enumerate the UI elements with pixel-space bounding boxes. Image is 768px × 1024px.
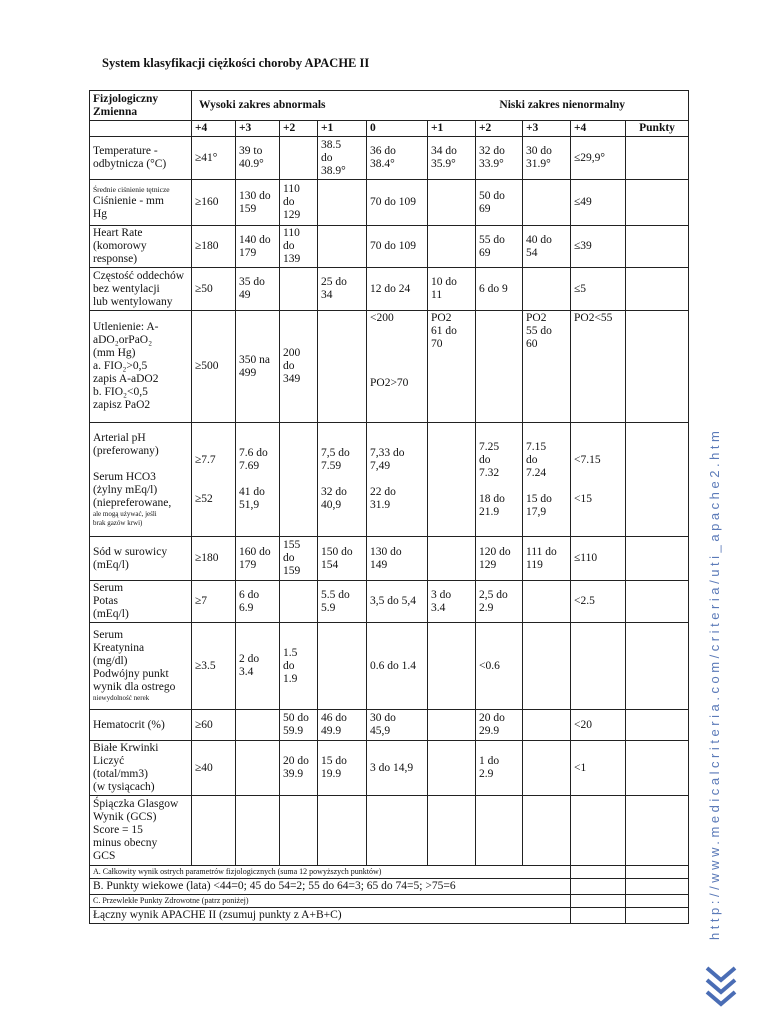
score-cell xyxy=(428,623,476,710)
row-label-line: zapis A-aDO2 xyxy=(93,373,159,385)
footer-b-points xyxy=(626,879,689,895)
score-cell: 200 do 349 xyxy=(280,311,318,423)
points-cell xyxy=(626,710,689,741)
footer-row-b xyxy=(90,879,689,895)
score-cell: 1 do 2.9 xyxy=(476,741,523,796)
score-cell: 6 do 6.9 xyxy=(236,581,280,623)
score-cell xyxy=(280,796,318,866)
score-cell: ≥180 xyxy=(192,537,236,581)
score-cell: <20 xyxy=(571,710,626,741)
points-cell xyxy=(626,226,689,268)
score-cell: ≤49 xyxy=(571,180,626,226)
points-column-header: Punkty xyxy=(626,121,689,137)
row-label-line: Wynik (GCS) xyxy=(93,811,157,823)
row-label-line: odbytnicza (°C) xyxy=(93,158,167,170)
score-cell: ≥40 xyxy=(192,741,236,796)
points-cell xyxy=(626,137,689,180)
score-cell: 70 do 109 xyxy=(367,226,428,268)
score-cell: 155 do 159 xyxy=(280,537,318,581)
row-hematocrit xyxy=(90,710,689,741)
score-cell xyxy=(428,796,476,866)
score-cell xyxy=(318,226,367,268)
row-mean-arterial-pressure xyxy=(90,180,689,226)
row-serum-potassium xyxy=(90,581,689,623)
points-cell xyxy=(626,623,689,710)
footer-row-a xyxy=(90,866,689,879)
footer-b-label: B. Punkty wiekowe (lata) <44=0; 45 do 54=2; 55 do 64=3; 65 do 74=5; >75=6 xyxy=(90,879,571,895)
row-label-line: Średnie ciśnienie tętnicze xyxy=(93,184,170,194)
footer-a-label: A. Całkowity wynik ostrych parametrów fizjologicznych (suma 12 powyższych punktów) xyxy=(90,866,571,879)
score-cell: 130 do 149 xyxy=(367,537,428,581)
score-cell: ≥60 xyxy=(192,710,236,741)
variable-header-line2: Zmienna xyxy=(93,105,138,118)
score-cell xyxy=(571,623,626,710)
score-cell: 2,5 do 2.9 xyxy=(476,581,523,623)
points-header-cell: 0 xyxy=(367,121,428,137)
row-label-line: Ciśnienie - mm xyxy=(93,194,164,207)
score-cell: 20 do 39.9 xyxy=(280,741,318,796)
row-label-line: Białe Krwinki xyxy=(93,742,159,754)
score-cell xyxy=(280,423,318,537)
score-cell: ≥7 xyxy=(192,581,236,623)
row-label-line: Kreatynina xyxy=(93,642,145,654)
points-header-empty xyxy=(90,121,192,137)
row-label-line: Hematocrit (%) xyxy=(93,718,165,731)
score-cell: 5.5 do 5.9 xyxy=(318,581,367,623)
row-label-line: Częstość oddechów xyxy=(93,269,185,282)
footer-row-total xyxy=(90,908,689,924)
score-cell: 7,5 do 7.59 32 do 40,9 xyxy=(318,423,367,537)
row-label xyxy=(90,180,192,226)
row-label-line: Serum xyxy=(93,629,124,641)
score-cell: 30 do 31.9° xyxy=(523,137,571,180)
row-label-line: minus obecny xyxy=(93,837,158,849)
score-cell xyxy=(523,623,571,710)
score-cell: 130 do 159 xyxy=(236,180,280,226)
score-cell xyxy=(476,311,523,423)
row-white-blood-count xyxy=(90,741,689,796)
footer-total-label: Łączny wynik APACHE II (zsumuj punkty z A+B+C) xyxy=(90,908,571,924)
score-cell: 110 do 139 xyxy=(280,226,318,268)
points-header-cell: +1 xyxy=(428,121,476,137)
score-cell xyxy=(280,268,318,311)
score-cell: 40 do 54 xyxy=(523,226,571,268)
score-cell xyxy=(476,796,523,866)
chevron-down-icon[interactable] xyxy=(704,964,738,1012)
score-cell xyxy=(236,741,280,796)
score-cell xyxy=(318,796,367,866)
row-label-line: Śpiączka Glasgow xyxy=(93,798,179,810)
points-header-cell: +4 xyxy=(192,121,236,137)
score-cell xyxy=(523,268,571,311)
points-cell xyxy=(626,268,689,311)
points-header-cell: +3 xyxy=(523,121,571,137)
footer-c-label: C. Przewlekłe Punkty Zdrowotne (patrz poniżej) xyxy=(90,895,571,908)
row-label-line: Podwójny punkt xyxy=(93,668,169,680)
side-url[interactable] xyxy=(705,424,727,944)
score-cell xyxy=(428,180,476,226)
score-cell: 7.25 do 7.32 18 do 21.9 xyxy=(476,423,523,537)
score-cell xyxy=(523,581,571,623)
row-label-line: ale mogą używać, jeśli xyxy=(93,509,157,518)
points-header-cell: +2 xyxy=(280,121,318,137)
row-label-line: brak gazów krwi) xyxy=(93,518,143,527)
points-header-row xyxy=(90,121,689,137)
row-label xyxy=(90,710,192,741)
score-cell xyxy=(571,796,626,866)
score-cell: 6 do 9 xyxy=(476,268,523,311)
high-range-label: Wysoki zakres abnormals xyxy=(199,99,326,111)
score-cell xyxy=(367,796,428,866)
score-cell: 150 do 154 xyxy=(318,537,367,581)
points-header-cell: +4 xyxy=(571,121,626,137)
row-glasgow-coma-score xyxy=(90,796,689,866)
score-cell: 160 do 179 xyxy=(236,537,280,581)
row-label-line: Arterial pH xyxy=(93,431,146,444)
score-cell xyxy=(318,180,367,226)
row-label-line: GCS xyxy=(93,850,116,862)
score-cell: <0.6 xyxy=(476,623,523,710)
score-cell: 35 do 49 xyxy=(236,268,280,311)
score-cell: PO2<55 xyxy=(571,311,626,423)
row-label-line: zapisz PaO2 xyxy=(93,399,151,411)
row-serum-sodium xyxy=(90,537,689,581)
score-cell: 10 do 11 xyxy=(428,268,476,311)
row-heart-rate xyxy=(90,226,689,268)
row-label-line: (total/mm3) xyxy=(93,768,148,780)
score-cell xyxy=(318,311,367,423)
row-label-line: Temperature - xyxy=(93,145,158,157)
score-cell: 7.15 do 7.24 15 do 17,9 xyxy=(523,423,571,537)
row-label-line: (w tysiącach) xyxy=(93,781,155,793)
score-cell xyxy=(523,741,571,796)
score-cell xyxy=(318,623,367,710)
score-cell xyxy=(428,226,476,268)
score-cell: ≥500 xyxy=(192,311,236,423)
score-cell: ≤29,9° xyxy=(571,137,626,180)
row-oxygenation xyxy=(90,311,689,423)
row-label-line: (niepreferowane, xyxy=(93,496,172,509)
row-label-line: Heart Rate xyxy=(93,227,143,239)
score-cell: 1.5 do 1.9 xyxy=(280,623,318,710)
header-row xyxy=(90,91,689,121)
footer-row-c xyxy=(90,895,689,908)
score-cell: PO2 61 do 70 xyxy=(428,311,476,423)
row-label-line: (mm Hg) xyxy=(93,347,136,359)
row-label xyxy=(90,311,192,423)
footer-total-blank xyxy=(571,908,626,924)
row-label-line: (komorowy xyxy=(93,240,147,252)
row-serum-creatinine xyxy=(90,623,689,710)
score-cell: 3 do 14,9 xyxy=(367,741,428,796)
score-cell xyxy=(428,423,476,537)
row-label-line: Liczyć xyxy=(93,755,125,767)
score-cell: ≥41° xyxy=(192,137,236,180)
score-cell: ≥180 xyxy=(192,226,236,268)
score-cell: 350 na 499 xyxy=(236,311,280,423)
row-label xyxy=(90,537,192,581)
score-cell: 7,33 do 7,49 22 do 31.9 xyxy=(367,423,428,537)
row-label-line: Serum xyxy=(93,582,124,594)
score-cell: 140 do 179 xyxy=(236,226,280,268)
points-header-cell: +1 xyxy=(318,121,367,137)
footer-total-points xyxy=(626,908,689,924)
score-cell: 3 do 3.4 xyxy=(428,581,476,623)
row-label-line: response) xyxy=(93,253,138,265)
score-cell: 20 do 29.9 xyxy=(476,710,523,741)
row-label-line xyxy=(93,458,188,471)
score-cell: 110 do 129 xyxy=(280,180,318,226)
row-label-line: Serum HCO3 xyxy=(93,470,156,483)
score-cell: 38.5 do 38.9° xyxy=(318,137,367,180)
row-label xyxy=(90,741,192,796)
row-label-line: niewydolność nerek xyxy=(93,694,150,702)
variable-header xyxy=(90,91,192,121)
row-label xyxy=(90,796,192,866)
row-label xyxy=(90,137,192,180)
score-cell xyxy=(428,741,476,796)
document-title: System klasyfikacji ciężkości choroby APACHE II xyxy=(102,56,370,70)
score-cell: 30 do 45,9 xyxy=(367,710,428,741)
score-cell: 46 do 49.9 xyxy=(318,710,367,741)
score-cell: 111 do 119 xyxy=(523,537,571,581)
score-cell xyxy=(523,710,571,741)
points-cell xyxy=(626,311,689,423)
score-cell xyxy=(236,796,280,866)
row-label-line: a. FIO₂>0,5 xyxy=(93,360,148,372)
row-label xyxy=(90,623,192,710)
footer-c-points xyxy=(626,895,689,908)
points-cell xyxy=(626,537,689,581)
score-cell: ≥50 xyxy=(192,268,236,311)
score-cell: 15 do 19.9 xyxy=(318,741,367,796)
footer-a-blank xyxy=(571,866,626,879)
score-cell: ≤110 xyxy=(571,537,626,581)
row-label-line: lub wentylowany xyxy=(93,295,173,308)
score-cell xyxy=(280,581,318,623)
points-cell xyxy=(626,741,689,796)
score-cell: 70 do 109 xyxy=(367,180,428,226)
row-arterial-ph xyxy=(90,423,689,537)
score-cell: 50 do 59.9 xyxy=(280,710,318,741)
row-label-line: wynik dla ostrego xyxy=(93,681,176,693)
row-label-line: bez wentylacji xyxy=(93,282,160,295)
score-cell: 3,5 do 5,4 xyxy=(367,581,428,623)
score-cell: 7.6 do 7.69 41 do 51,9 xyxy=(236,423,280,537)
score-cell: 120 do 129 xyxy=(476,537,523,581)
score-cell: 55 do 69 xyxy=(476,226,523,268)
score-cell xyxy=(192,796,236,866)
row-label-line: (mEq/l) xyxy=(93,558,129,571)
score-cell: ≥3.5 xyxy=(192,623,236,710)
score-cell: <1 xyxy=(571,741,626,796)
row-label-line: Sód w surowicy xyxy=(93,545,168,558)
score-cell: <2.5 xyxy=(571,581,626,623)
footer-a-points xyxy=(626,866,689,879)
footer-c-blank xyxy=(571,895,626,908)
score-cell: ≤5 xyxy=(571,268,626,311)
row-label-line: (mEq/l) xyxy=(93,608,129,620)
row-label-line: (mg/dl) xyxy=(93,655,128,667)
score-cell: 50 do 69 xyxy=(476,180,523,226)
row-label xyxy=(90,268,192,311)
low-range-label: Niski zakres nienormalny xyxy=(499,99,626,111)
row-label-line: (żylny mEq/l) xyxy=(93,483,158,496)
points-cell xyxy=(626,180,689,226)
points-cell xyxy=(626,423,689,537)
score-cell: 32 do 33.9° xyxy=(476,137,523,180)
row-respiratory-rate xyxy=(90,268,689,311)
side-url-text[interactable]: http://www.medicalcriteria.com/criteria/uti_apache2.htm xyxy=(707,428,722,940)
score-cell: 0.6 do 1.4 xyxy=(367,623,428,710)
score-cell xyxy=(428,537,476,581)
variable-header-line1: Fizjologiczny xyxy=(93,92,159,105)
score-cell xyxy=(280,137,318,180)
score-cell: 34 do 35.9° xyxy=(428,137,476,180)
score-cell xyxy=(523,180,571,226)
score-cell: 36 do 38.4° xyxy=(367,137,428,180)
row-label-line: (preferowany) xyxy=(93,444,159,457)
score-cell xyxy=(236,710,280,741)
score-cell: ≥160 xyxy=(192,180,236,226)
score-cell: 2 do 3.4 xyxy=(236,623,280,710)
row-label-line: Utlenienie: A- xyxy=(93,321,159,333)
row-label-line: aDO₂orPaO₂ xyxy=(93,334,153,346)
points-cell xyxy=(626,796,689,866)
score-cell: PO2 55 do 60 xyxy=(523,311,571,423)
score-cell xyxy=(523,796,571,866)
score-cell: <7.15 <15 xyxy=(571,423,626,537)
row-label-line: Hg xyxy=(93,207,108,220)
score-cell xyxy=(428,710,476,741)
score-cell: ≤39 xyxy=(571,226,626,268)
row-label xyxy=(90,226,192,268)
row-label-line: b. FIO₂<0,5 xyxy=(93,386,148,398)
row-label xyxy=(90,581,192,623)
row-temperature xyxy=(90,137,689,180)
points-header-cell: +2 xyxy=(476,121,523,137)
apache-table xyxy=(89,90,689,924)
score-cell: ≥7.7 ≥52 xyxy=(192,423,236,537)
score-cell: 39 to 40.9° xyxy=(236,137,280,180)
row-label-line: Potas xyxy=(93,595,118,607)
score-cell: 25 do 34 xyxy=(318,268,367,311)
points-cell xyxy=(626,581,689,623)
score-cell: <200 PO2>70 xyxy=(367,311,428,423)
row-label xyxy=(90,423,192,537)
range-header xyxy=(192,91,689,121)
footer-b-blank xyxy=(571,879,626,895)
score-cell: 12 do 24 xyxy=(367,268,428,311)
row-label-line: Score = 15 xyxy=(93,824,143,836)
points-header-cell: +3 xyxy=(236,121,280,137)
